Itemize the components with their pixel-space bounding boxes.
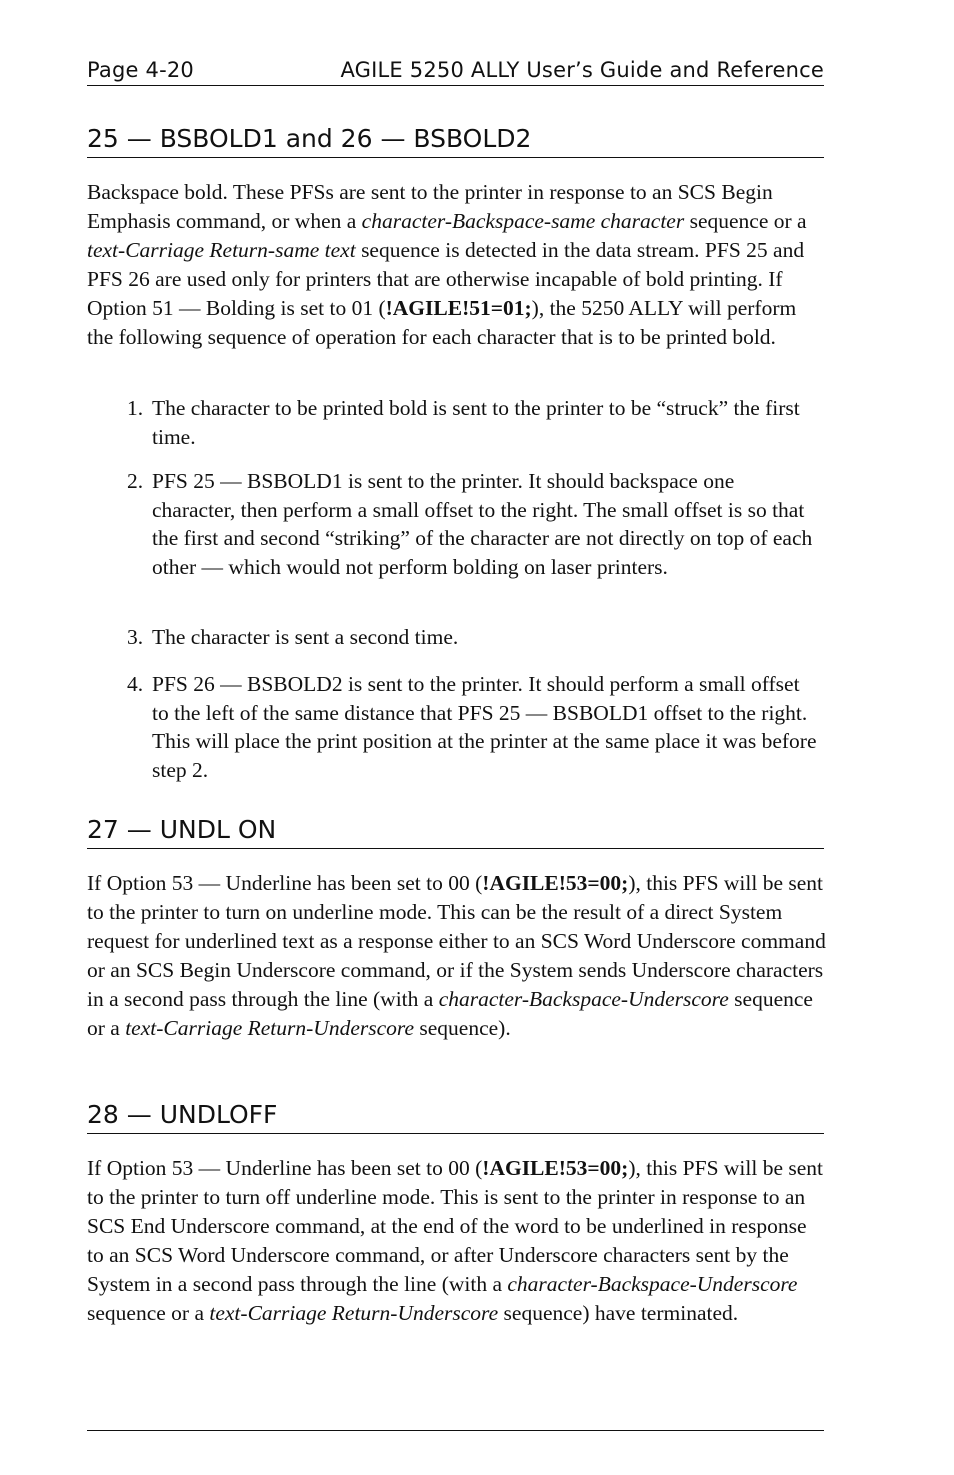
list-item [127, 467, 817, 581]
running-header [87, 58, 824, 86]
section-paragraph-undloff: If Option 53 — Underline has been set to 00 (!AGILE!53=00;), this PFS will be sent to the printer to turn off underline mode. This is sent to the printer in response to an SCS End Underscore command, at the end of the word to be underlined in response to an SCS Word Underscore command, or after Underscore characters sent by the System in a second pass through the line (with a character-Backspace-Underscore sequence or a text-Carriage Return-Underscore sequence) have terminated. [87, 1156, 824, 1325]
section-heading-undl-on: 27 — UNDL ON [87, 815, 824, 849]
book-title: AGILE 5250 ALLY User’s Guide and Reference [340, 58, 824, 82]
footer-rule [87, 1430, 824, 1431]
list-number: 3. [127, 625, 144, 649]
list-number: 4. [127, 672, 144, 696]
page-number: Page 4-20 [87, 58, 194, 82]
section-heading-bsbold: 25 — BSBOLD1 and 26 — BSBOLD2 [87, 124, 824, 158]
section-paragraph-bsbold: Backspace bold. These PFSs are sent to the printer in response to an SCS Begin Emphasis command, or when a character-Backspace-same character sequence or a text-Carriage Return-same text sequence is detected in the data stream. PFS 25 and PFS 26 are used only for printers that are otherwise incapable of bold printing. If Option 51 — Bolding is set to 01 (!AGILE!51=01;), the 5250 ALLY will perform the following sequence of operation for each character that is to be printed bold. [87, 180, 807, 349]
list-text: The character to be printed bold is sent to the printer to be “struck” the first time. [152, 396, 800, 449]
section-paragraph-undl-on: If Option 53 — Underline has been set to 00 (!AGILE!53=00;), this PFS will be sent to the printer to turn on underline mode. This can be the result of a direct System request for underlined text as a response either to an SCS Word Underscore command or an SCS Begin Underscore command, or if the System sends Underscore characters in a second pass through the line (with a character-Backspace-Underscore sequence or a text-Carriage Return-Underscore sequence). [87, 871, 826, 1040]
list-text: PFS 26 — BSBOLD2 is sent to the printer. It should perform a small offset to the left of the same distance that PFS 25 — BSBOLD1 offset to the right. This will place the print position at the printer at the same place it was before step 2. [152, 672, 817, 782]
list-number: 2. [127, 469, 144, 493]
section-heading-undloff: 28 — UNDLOFF [87, 1100, 824, 1134]
list-text: The character is sent a second time. [152, 625, 459, 649]
list-text: PFS 25 — BSBOLD1 is sent to the printer. It should backspace one character, then perform a small offset to the right. The small offset is so that the first and second “striking” of the character are not directly on top of each other — which would not perform bolding on laser printers. [152, 469, 813, 579]
list-item [127, 670, 817, 784]
list-item [127, 623, 817, 652]
list-number: 1. [127, 396, 144, 420]
list-item [127, 394, 817, 451]
